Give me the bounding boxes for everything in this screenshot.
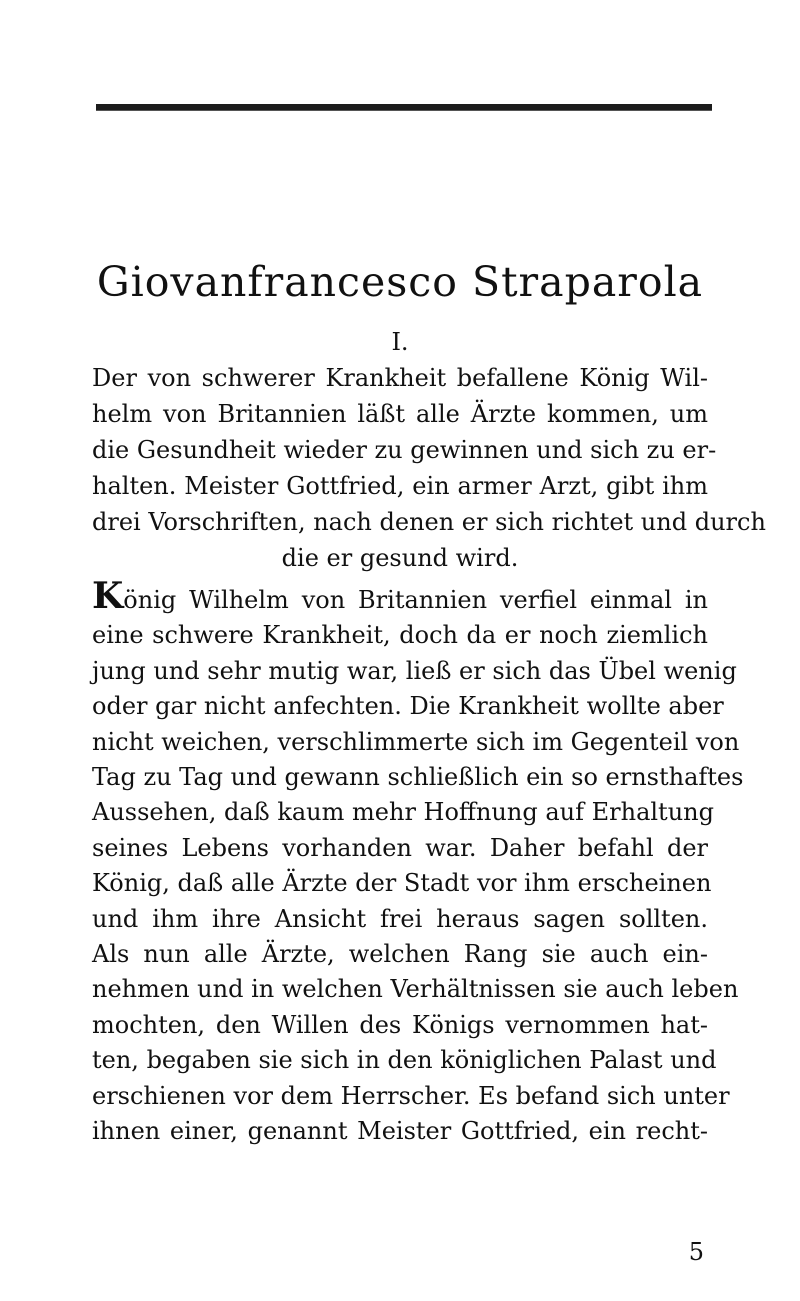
- body-line: [92, 575, 708, 618]
- body-line: König, daß alle Ärzte der Stadt vor ihm erscheinen: [92, 869, 712, 898]
- body-line: eine schwere Krankheit, doch da er noch ziemlich: [92, 621, 708, 650]
- summary-line: die er gesund wird.: [281, 544, 519, 572]
- body-line: nicht weichen, verschlimmerte sich im Gegenteil von: [92, 727, 740, 756]
- page-number: 5: [688, 1238, 704, 1266]
- summary-line: die Gesundheit wieder zu gewinnen und sich zu er-: [92, 436, 717, 464]
- body-line: Aussehen, daß kaum mehr Hoffnung auf Erhaltung: [92, 798, 714, 827]
- body-line: oder gar nicht anfechten. Die Krankheit wollte aber: [92, 692, 724, 721]
- body-line: nehmen und in welchen Verhältnissen sie auch leben: [92, 975, 739, 1004]
- body-paragraph: [92, 575, 744, 1150]
- summary-line: halten. Meister Gottfried, ein armer Arzt, gibt ihm: [92, 472, 708, 500]
- body-line: erschienen vor dem Herrscher. Es befand sich unter: [92, 1081, 730, 1110]
- body-line: ihnen einer, genannt Meister Gottfried, ein recht-: [92, 1117, 708, 1146]
- chapter-number: I.: [391, 328, 409, 356]
- drop-cap: K: [92, 575, 124, 617]
- body-line: Tag zu Tag und gewann schließlich ein so ernsthaftes: [92, 763, 744, 792]
- top-rule: [96, 104, 712, 111]
- summary-line: helm von Britannien läßt alle Ärzte kommen, um: [92, 400, 708, 428]
- summary-line: Der von schwerer Krankheit befallene König Wil-: [92, 364, 708, 392]
- body-line: jung und sehr mutig war, ließ er sich das Übel wenig: [92, 656, 737, 685]
- chapter-summary: [92, 360, 766, 576]
- page-title: Giovanfrancesco Straparola: [96, 258, 704, 306]
- body-line-text: önig Wilhelm von Britannien verfiel einmal in: [123, 586, 708, 614]
- body-line: Als nun alle Ärzte, welchen Rang sie auch ein-: [92, 940, 708, 969]
- body-line: und ihm ihre Ansicht frei heraus sagen sollten.: [92, 904, 708, 933]
- body-line: ten, begaben sie sich in den königlichen Palast und: [92, 1046, 717, 1075]
- summary-line: drei Vorschriften, nach denen er sich richtet und durch: [92, 508, 766, 536]
- body-line: seines Lebens vorhanden war. Daher befahl der: [92, 833, 708, 862]
- body-line: mochten, den Willen des Königs vernommen hat-: [92, 1010, 708, 1039]
